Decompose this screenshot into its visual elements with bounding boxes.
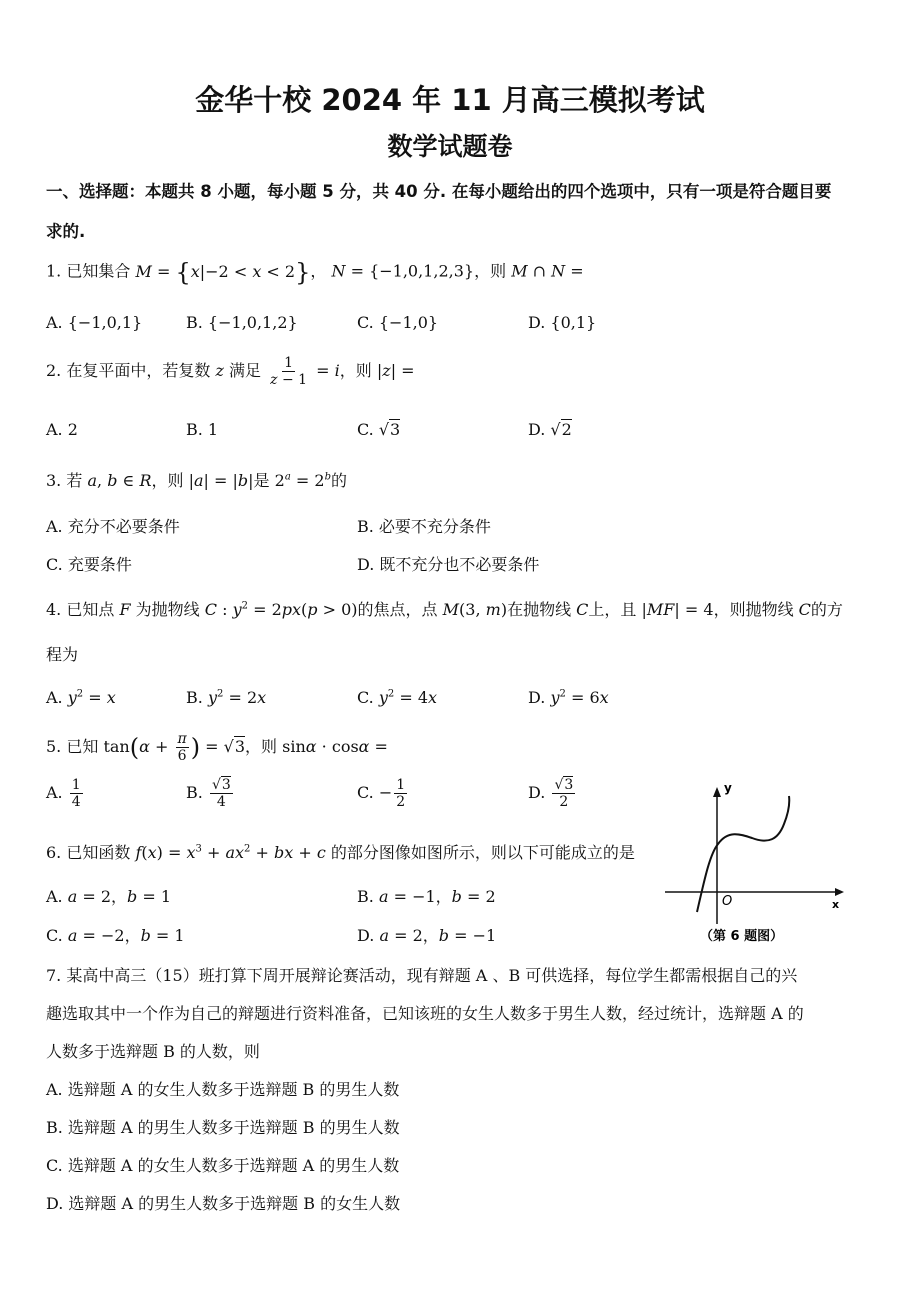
q7-option-c: C. 选辩题 A 的女生人数多于选辩题 A 的男生人数 (46, 1156, 400, 1175)
q6-function-curve (697, 796, 789, 912)
q1-intersection: M ∩ N = (511, 261, 584, 281)
q4-text-b: 为抛物线 (135, 600, 200, 619)
q4-text-d: 在抛物线 (507, 600, 572, 619)
q2-text-b: 满足 (229, 361, 262, 381)
q4-option-c: C. $y^2 = 4x$ (357, 688, 438, 707)
q4-number: 4. (46, 600, 62, 619)
question-7 (46, 963, 797, 986)
q6-option-b: B. a = −1，b = 2 (357, 887, 496, 906)
q7-option-a: A. 选辩题 A 的女生人数多于选辩题 B 的男生人数 (46, 1080, 400, 1099)
q7-option-d: D. 选辩题 A 的男生人数多于选辩题 B 的女生人数 (46, 1194, 401, 1213)
q6-option-c: C. a = −2，b = 1 (46, 926, 185, 945)
question-4: 4. 已知点 F 为抛物线 C : $y^2 = 2px(p > 0)$的焦点，点 M(3, m)在抛物线 C上，且 |MF| = 4，则抛物线 C的方 (46, 600, 843, 619)
question-6: 6. 已知函数 $f(x) = x^3 + ax^2$ + bx + c 的部分图像如图所示，则以下可能成立的是 (46, 843, 635, 862)
q2-text-a: 在复平面中，若复数 (66, 361, 211, 381)
q6-y-axis-arrow (713, 787, 721, 797)
q4-option-a: A. $y^2 = x$ (46, 688, 116, 707)
question-1: 1. 已知集合 M = {x|−2 < x < 2}， N = {−1,0,1,2,3}，则 M ∩ N = (46, 258, 584, 286)
q3-number: 3. (46, 471, 62, 490)
q5-option-c: C. − $\frac{1}{2}$ (357, 777, 406, 811)
question-5: 5. 已知 tan(α + $\frac{\pi}{6}$ ) = √3，则 sinα · cosα = (46, 731, 388, 765)
q4-text-f: ，则抛物线 (713, 600, 794, 619)
q1-set-m: M = {x|−2 < x < 2} (135, 258, 311, 286)
q5-text-a: 已知 (66, 737, 99, 757)
section-heading-line2: 求的. (46, 222, 86, 241)
q6-figure (660, 782, 850, 947)
q6-origin-label: O (722, 894, 733, 909)
q6-x-label: x (832, 898, 840, 911)
q3-text-b: ，则 (151, 471, 184, 490)
q4-text-g: 的方 (810, 600, 843, 619)
q3-option-d: D. 既不充分也不必要条件 (357, 555, 540, 574)
q3-option-c: C. 充要条件 (46, 555, 132, 574)
q6-y-label: y (724, 782, 732, 795)
q1-option-b: B. {−1,0,1,2} (186, 313, 298, 332)
q4-text-c: 的焦点，点 (357, 600, 438, 619)
q1-number: 1. (46, 261, 62, 281)
q2-option-c: C. √3 (357, 420, 401, 439)
q6-text-a: 已知函数 (66, 843, 131, 862)
q3-option-a: A. 充分不必要条件 (46, 517, 180, 536)
q2-fraction: $\frac{1}{z - 1}$ (270, 355, 308, 389)
q6-x-axis-arrow (835, 888, 844, 896)
q3-text-a: 若 (66, 471, 83, 490)
q6-option-a: A. a = 2，b = 1 (46, 887, 172, 906)
q7-line2: 趣选取其中一个作为自己的辩题进行资料准备，已知该班的女生人数多于男生人数，经过统计，选辩题 A 的 (46, 1004, 804, 1023)
q5-option-a: A. $\frac{1}{4}$ (46, 777, 81, 811)
q2-text-c: ，则 (339, 361, 372, 381)
q2-option-d: D. √2 (528, 420, 572, 439)
q6-number: 6. (46, 843, 62, 862)
q5-option-d: D. $\frac{√3}{2}$ (528, 777, 574, 811)
q4-line2: 程为 (46, 645, 79, 664)
q6-option-d: D. a = 2，b = −1 (357, 926, 497, 945)
q7-number: 7. (46, 966, 62, 985)
q6-text-b: 的部分图像如图所示，则以下可能成立的是 (330, 843, 635, 862)
q4-text-e: 上，且 (588, 600, 637, 619)
q1-set-n: N = {−1,0,1,2,3} (331, 261, 475, 281)
q3-text-c: 是 (253, 471, 270, 490)
exam-subtitle: 数学试题卷 (387, 132, 513, 161)
q4-option-b: B. $y^2 = 2x$ (186, 688, 267, 707)
q7-line1: 某高中高三（15）班打算下周开展辩论赛活动，现有辩题 A 、B 可供选择，每位学生都需根据自己的兴 (66, 966, 798, 985)
q5-option-b: B. $\frac{√3}{4}$ (186, 777, 231, 811)
question-3: 3. 若 a, b ∈ R，则 |a| = |b|是 $2^a = 2^b$的 (46, 471, 347, 490)
q1-text-b: ，则 (474, 261, 507, 281)
q1-option-d: D. {0,1} (528, 313, 597, 332)
q2-option-a: A. 2 (46, 420, 78, 439)
q1-option-c: C. {−1,0} (357, 313, 439, 332)
q1-text-a: 已知集合 (66, 261, 131, 281)
q4-option-d: D. $y^2 = 6x$ (528, 688, 609, 707)
q3-option-b: B. 必要不充分条件 (357, 517, 491, 536)
q5-text-b: ，则 (245, 737, 278, 757)
question-2: 2. 在复平面中，若复数 z 满足 $\frac{1}{z - 1}$ = i，则 |z| = (46, 355, 415, 389)
q2-number: 2. (46, 361, 62, 381)
q4-text-a: 已知点 (66, 600, 115, 619)
exam-title: 金华十校 2024 年 11 月高三模拟考试 (195, 83, 705, 117)
q2-option-b: B. 1 (186, 420, 219, 439)
q7-line3: 人数多于选辩题 B 的人数，则 (46, 1042, 260, 1061)
q6-figure-caption: （第 6 题图） (700, 929, 784, 944)
q7-option-b: B. 选辩题 A 的男生人数多于选辩题 B 的男生人数 (46, 1118, 400, 1137)
q1-option-a: A. {−1,0,1} (46, 313, 143, 332)
q5-number: 5. (46, 737, 62, 757)
section-heading-line1: 一、选择题：本题共 8 小题，每小题 5 分，共 40 分. 在每小题给出的四个选项中，只有一项是符合题目要 (46, 182, 832, 201)
q3-text-d: 的 (330, 471, 347, 490)
